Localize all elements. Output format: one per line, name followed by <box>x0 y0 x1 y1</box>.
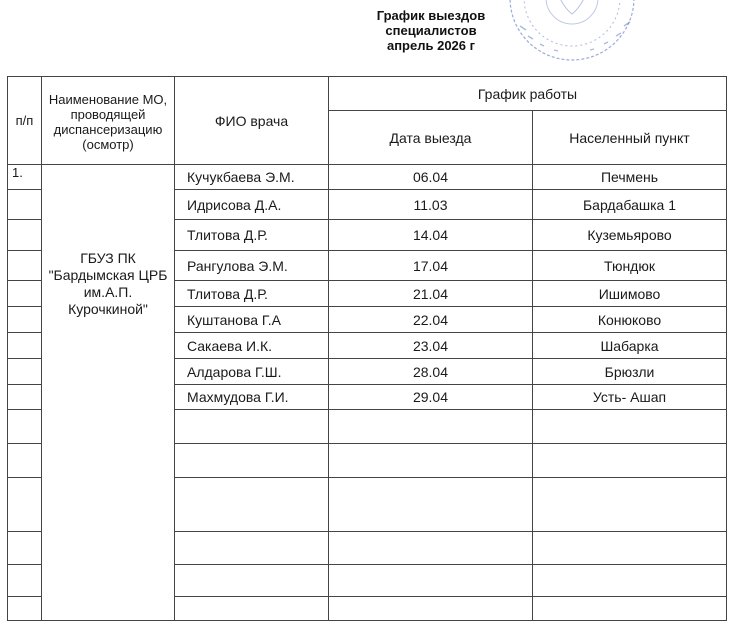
doctor-name-cell: Алдарова Г.Ш. <box>175 359 329 385</box>
header-settlement: Населенный пункт <box>533 111 727 165</box>
table-body <box>8 165 727 621</box>
visit-date-cell: 17.04 <box>329 251 533 281</box>
header-schedule: График работы <box>329 77 727 111</box>
row-number-cell <box>8 190 42 220</box>
title-line-1: График выездов <box>376 8 486 23</box>
document-title <box>340 8 522 53</box>
row-number-cell <box>8 307 42 333</box>
settlement-cell: Тюндюк <box>533 251 727 281</box>
schedule-table <box>7 76 727 621</box>
visit-date-cell <box>329 478 533 532</box>
settlement-cell <box>533 478 727 532</box>
visit-date-cell: 11.03 <box>329 190 533 220</box>
settlement-cell: Усть- Ашап <box>533 385 727 410</box>
title-line-2: специалистов <box>385 23 477 38</box>
header-visit-date: Дата выезда <box>329 111 533 165</box>
settlement-cell <box>533 410 727 444</box>
settlement-cell: Ишимово <box>533 281 727 307</box>
visit-date-cell <box>329 444 533 478</box>
visit-date-cell <box>329 532 533 565</box>
row-number-cell <box>8 565 42 597</box>
settlement-cell <box>533 444 727 478</box>
row-number-cell <box>8 478 42 532</box>
settlement-cell: Шабарка <box>533 333 727 359</box>
settlement-cell: Бардабашка 1 <box>533 190 727 220</box>
doctor-name-cell: Сакаева И.К. <box>175 333 329 359</box>
settlement-cell: Брюзли <box>533 359 727 385</box>
row-number-cell <box>8 333 42 359</box>
row-number-cell <box>8 251 42 281</box>
row-number-cell <box>8 410 42 444</box>
visit-date-cell: 28.04 <box>329 359 533 385</box>
doctor-name-cell <box>175 444 329 478</box>
header-row-top <box>8 77 727 111</box>
visit-date-cell: 21.04 <box>329 281 533 307</box>
doctor-name-cell: Идрисова Д.А. <box>175 190 329 220</box>
row-number-cell <box>8 597 42 621</box>
doctor-name-cell <box>175 597 329 621</box>
row-number-cell <box>8 359 42 385</box>
row-number-cell: 1. <box>8 165 42 190</box>
settlement-cell: Конюково <box>533 307 727 333</box>
settlement-cell: Печмень <box>533 165 727 190</box>
row-number-cell <box>8 444 42 478</box>
table-row <box>8 165 727 190</box>
header-number: п/п <box>8 77 42 165</box>
row-number-cell <box>8 281 42 307</box>
row-number-cell <box>8 532 42 565</box>
doctor-name-cell <box>175 565 329 597</box>
visit-date-cell: 23.04 <box>329 333 533 359</box>
doctor-name-cell: Тлитова Д.Р. <box>175 220 329 251</box>
visit-date-cell <box>329 410 533 444</box>
header-organization: Наименование МО, проводящей диспансеризацию (осмотр) <box>42 77 175 165</box>
settlement-cell: Куземьярово <box>533 220 727 251</box>
visit-date-cell: 29.04 <box>329 385 533 410</box>
visit-date-cell <box>329 597 533 621</box>
visit-date-cell: 22.04 <box>329 307 533 333</box>
doctor-name-cell <box>175 532 329 565</box>
doctor-name-cell: Махмудова Г.И. <box>175 385 329 410</box>
visit-date-cell <box>329 565 533 597</box>
visit-date-cell: 06.04 <box>329 165 533 190</box>
settlement-cell <box>533 597 727 621</box>
doctor-name-cell: Тлитова Д.Р. <box>175 281 329 307</box>
settlement-cell <box>533 532 727 565</box>
visit-date-cell: 14.04 <box>329 220 533 251</box>
row-number-cell <box>8 220 42 251</box>
organization-cell: ГБУЗ ПК "Бардымская ЦРБ им.А.П. Курочкиной" <box>42 165 175 621</box>
header-doctor-name: ФИО врача <box>175 77 329 165</box>
doctor-name-cell <box>175 410 329 444</box>
doctor-name-cell: Рангулова Э.М. <box>175 251 329 281</box>
doctor-name-cell: Куштанова Г.А <box>175 307 329 333</box>
organization-seal <box>498 0 648 70</box>
settlement-cell <box>533 565 727 597</box>
title-line-3: апрель 2026 г <box>386 38 476 53</box>
row-number-cell <box>8 385 42 410</box>
doctor-name-cell: Кучукбаева Э.М. <box>175 165 329 190</box>
doctor-name-cell <box>175 478 329 532</box>
